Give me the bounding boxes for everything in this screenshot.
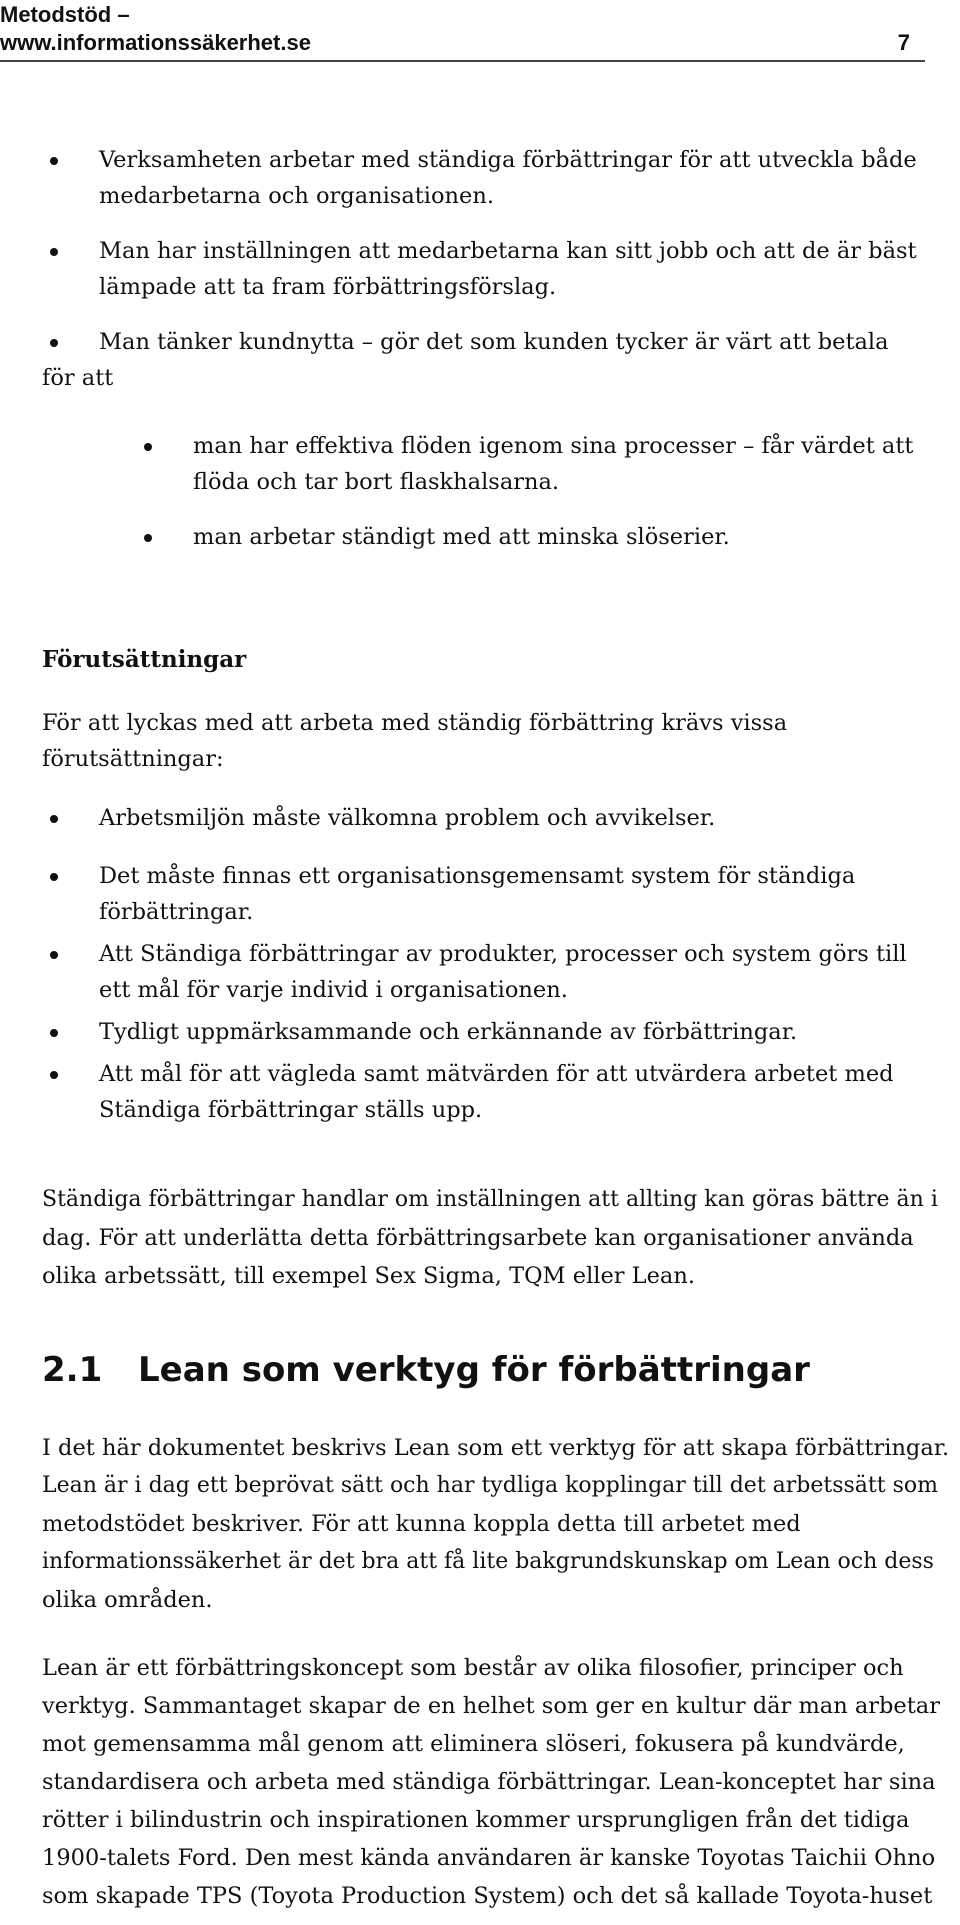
chapter-heading	[42, 1348, 810, 1392]
list-item-line: Man tänker kundnytta – gör det som kunden tycker är värt att betala	[99, 329, 889, 355]
paragraph-line: mot gemensamma mål genom att eliminera slöseri, fokusera på kundvärde,	[42, 1731, 905, 1757]
bullet-dot	[50, 1071, 58, 1079]
list-item-line: medarbetarna och organisationen.	[99, 183, 495, 209]
paragraph-line: informationssäkerhet är det bra att få lite bakgrundskunskap om Lean och dess	[42, 1549, 934, 1574]
paragraph-line: 1900-talets Ford. Den mest kända användaren är kanske Toyotas Taichii Ohno	[42, 1845, 936, 1871]
list-item-line: ett mål för varje individ i organisationen.	[99, 977, 568, 1003]
bullet-dot	[50, 815, 58, 823]
paragraph-line: rötter i bilindustrin och inspirationen kommer ursprungligen från det tidiga	[42, 1807, 910, 1833]
header-title: Metodstöd –	[0, 2, 130, 27]
list-item-line: Att Ständiga förbättringar av produkter, processer och system görs till	[99, 941, 907, 967]
list-item-line: Verksamheten arbetar med ständiga förbättringar för att utveckla både	[99, 147, 917, 173]
paragraph-line: Lean är ett förbättringskoncept som består av olika filosofier, principer och	[42, 1655, 904, 1681]
list-item-line: lämpade att ta fram förbättringsförslag.	[99, 274, 557, 300]
bullet-dot	[50, 339, 58, 347]
bullet-dot	[50, 157, 58, 165]
bullet-dot	[50, 873, 58, 881]
header-url[interactable]: www.informationssäkerhet.se	[0, 30, 311, 55]
paragraph-line: standardisera och arbeta med ständiga förbättringar. Lean-konceptet har sina	[42, 1769, 936, 1795]
header-divider	[0, 60, 925, 62]
list-item-line: förbättringar.	[99, 899, 254, 925]
paragraph-line: olika arbetssätt, till exempel Sex Sigma, TQM eller Lean.	[42, 1263, 695, 1289]
list-item-line: Ständiga förbättringar ställs upp.	[99, 1097, 483, 1123]
paragraph-line: Ständiga förbättringar handlar om inställningen att allting kan göras bättre än i	[42, 1187, 938, 1212]
paragraph-line: metodstödet beskriver. För att kunna koppla detta till arbetet med	[42, 1511, 801, 1537]
chapter-number: 2.1	[42, 1350, 103, 1390]
section-heading: Förutsättningar	[42, 646, 247, 673]
list-item-line: för att	[42, 365, 114, 391]
list-item-line: man har effektiva flöden igenom sina processer – får värdet att	[193, 433, 914, 459]
bullet-dot	[50, 1029, 58, 1037]
list-item-line: flöda och tar bort flaskhalsarna.	[193, 469, 560, 495]
page-header	[0, 0, 920, 60]
page-number: 7	[897, 30, 910, 55]
bullet-dot	[50, 248, 58, 256]
paragraph-line: Lean är i dag ett beprövat sätt och har tydliga kopplingar till det arbetssätt som	[42, 1473, 938, 1498]
list-item-line: Tydligt uppmärksammande och erkännande av förbättringar.	[99, 1019, 798, 1045]
list-item-line: Arbetsmiljön måste välkomna problem och avvikelser.	[99, 805, 716, 831]
list-item-line: Att mål för att vägleda samt mätvärden för att utvärdera arbetet med	[99, 1061, 894, 1087]
paragraph-line: I det här dokumentet beskrivs Lean som ett verktyg för att skapa förbättringar.	[42, 1435, 950, 1461]
paragraph-line: För att lyckas med att arbeta med ständig förbättring krävs vissa	[42, 710, 788, 736]
list-item-line: Det måste finnas ett organisationsgemensamt system för ständiga	[99, 863, 856, 889]
bullet-dot	[144, 534, 152, 542]
list-item-line: man arbetar ständigt med att minska slöserier.	[193, 524, 730, 550]
paragraph-line: förutsättningar:	[42, 746, 224, 772]
paragraph-line: verktyg. Sammantaget skapar de en helhet som ger en kultur där man arbetar	[42, 1693, 940, 1719]
bullet-dot	[50, 951, 58, 959]
paragraph-line: dag. För att underlätta detta förbättringsarbete kan organisationer använda	[42, 1225, 914, 1251]
paragraph-line: som skapade TPS (Toyota Production System) och det så kallade Toyota-huset	[42, 1883, 933, 1909]
list-item-line: Man har inställningen att medarbetarna kan sitt jobb och att de är bäst	[99, 238, 917, 264]
paragraph-line: olika områden.	[42, 1587, 213, 1613]
bullet-dot	[144, 443, 152, 451]
chapter-title: Lean som verktyg för förbättringar	[138, 1350, 810, 1390]
